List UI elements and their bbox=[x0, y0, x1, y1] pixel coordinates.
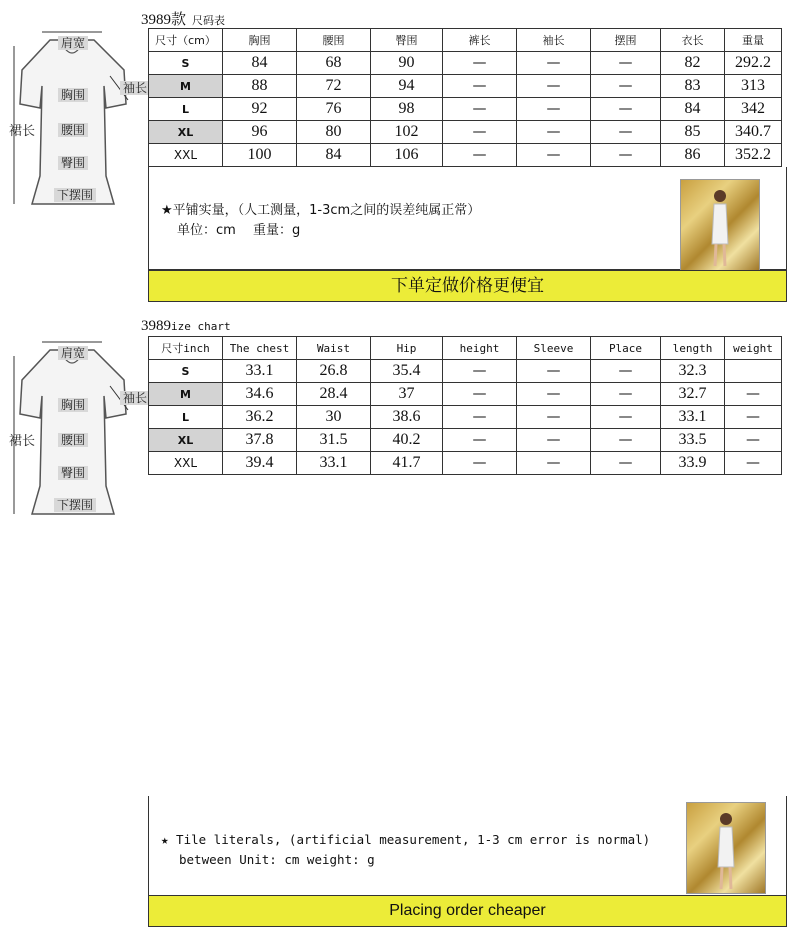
table-cell: 85 bbox=[661, 121, 725, 144]
size-cell: XL bbox=[149, 121, 223, 144]
table-cell: 88 bbox=[223, 75, 297, 98]
hip-label: 臀围 bbox=[58, 466, 88, 480]
table-cell: 84 bbox=[661, 98, 725, 121]
size-cell: M bbox=[149, 383, 223, 406]
size-table bbox=[148, 28, 782, 167]
table-cell: 313 bbox=[725, 75, 782, 98]
size-cell: XXL bbox=[149, 144, 223, 167]
size-cell: XL bbox=[149, 429, 223, 452]
size-cell: L bbox=[149, 406, 223, 429]
size-cell: S bbox=[149, 360, 223, 383]
table-cell: — bbox=[591, 452, 661, 475]
product-photo bbox=[680, 179, 760, 271]
header-cell: 腰围 bbox=[297, 29, 371, 52]
table-header-row bbox=[149, 337, 782, 360]
table-cell: 31.5 bbox=[297, 429, 371, 452]
table-row bbox=[149, 98, 782, 121]
table-cell: — bbox=[443, 121, 517, 144]
table-cell: 340.7 bbox=[725, 121, 782, 144]
table-cell: 76 bbox=[297, 98, 371, 121]
table-header-row bbox=[149, 29, 782, 52]
table-cell: — bbox=[725, 406, 782, 429]
sleeve-label: 袖长 bbox=[120, 391, 150, 405]
header-cell: Sleeve bbox=[517, 337, 591, 360]
table-cell: 98 bbox=[371, 98, 443, 121]
table-cell: 342 bbox=[725, 98, 782, 121]
shoulder-label: 肩宽 bbox=[58, 346, 88, 360]
table-cell: — bbox=[443, 360, 517, 383]
table-cell: 38.6 bbox=[371, 406, 443, 429]
table-cell: 32.3 bbox=[661, 360, 725, 383]
garment-diagram bbox=[2, 336, 148, 546]
unit-note: between Unit: cm weight: g bbox=[179, 852, 375, 867]
table-cell: 292.2 bbox=[725, 52, 782, 75]
size-cell: L bbox=[149, 98, 223, 121]
header-cell: 胸围 bbox=[223, 29, 297, 52]
table-cell: 106 bbox=[371, 144, 443, 167]
order-banner: Placing order cheaper bbox=[148, 895, 787, 927]
table-cell: — bbox=[517, 98, 591, 121]
table-cell: 80 bbox=[297, 121, 371, 144]
table-cell: 96 bbox=[223, 121, 297, 144]
header-cell: 重量 bbox=[725, 29, 782, 52]
table-cell: 84 bbox=[223, 52, 297, 75]
table-cell: 40.2 bbox=[371, 429, 443, 452]
table-row bbox=[149, 452, 782, 475]
table-cell: — bbox=[517, 360, 591, 383]
table-cell: 32.7 bbox=[661, 383, 725, 406]
chart-title: ize chart bbox=[171, 320, 231, 333]
table-cell: — bbox=[443, 452, 517, 475]
size-cell: S bbox=[149, 52, 223, 75]
model-number: 3989 bbox=[141, 318, 171, 334]
table-cell: 30 bbox=[297, 406, 371, 429]
table-cell: 33.1 bbox=[223, 360, 297, 383]
length-label: 裙长 bbox=[9, 433, 36, 448]
table-cell: — bbox=[591, 406, 661, 429]
model-number: 3989款 bbox=[141, 12, 187, 28]
measurement-note: ★平铺实量，（人工测量，1-3cm之间的误差纯属正常） bbox=[161, 203, 481, 218]
header-cell: The chest bbox=[223, 337, 297, 360]
garment-diagram bbox=[2, 26, 148, 236]
table-cell: — bbox=[443, 383, 517, 406]
header-cell: Place bbox=[591, 337, 661, 360]
table-cell: — bbox=[591, 75, 661, 98]
sleeve-label: 袖长 bbox=[120, 81, 150, 95]
note-box bbox=[148, 796, 787, 897]
table-row bbox=[149, 429, 782, 452]
table-cell: 33.9 bbox=[661, 452, 725, 475]
unit-note: 单位：cm 重量：g bbox=[177, 223, 301, 238]
header-cell: 裤长 bbox=[443, 29, 517, 52]
table-cell: — bbox=[725, 429, 782, 452]
chest-label: 胸围 bbox=[58, 398, 88, 412]
table-row bbox=[149, 121, 782, 144]
header-cell: 衣长 bbox=[661, 29, 725, 52]
table-cell: — bbox=[443, 75, 517, 98]
table-cell: 352.2 bbox=[725, 144, 782, 167]
table-cell: 37.8 bbox=[223, 429, 297, 452]
size-cell: M bbox=[149, 75, 223, 98]
table-cell: 102 bbox=[371, 121, 443, 144]
order-banner: 下单定做价格更便宜 bbox=[148, 270, 787, 302]
waist-label: 腰围 bbox=[58, 433, 88, 447]
table-cell: — bbox=[725, 452, 782, 475]
model-figure-icon bbox=[715, 811, 737, 891]
table-cell: 35.4 bbox=[371, 360, 443, 383]
table-cell: 26.8 bbox=[297, 360, 371, 383]
size-cell: XXL bbox=[149, 452, 223, 475]
table-cell: 34.6 bbox=[223, 383, 297, 406]
table-cell: 86 bbox=[661, 144, 725, 167]
table-cell: 33.5 bbox=[661, 429, 725, 452]
table-cell: — bbox=[443, 98, 517, 121]
table-cell: — bbox=[443, 52, 517, 75]
table-cell: 28.4 bbox=[297, 383, 371, 406]
table-cell: — bbox=[517, 452, 591, 475]
table-cell: 84 bbox=[297, 144, 371, 167]
header-cell: 尺寸（cm） bbox=[149, 29, 223, 52]
table-cell: — bbox=[517, 144, 591, 167]
product-photo bbox=[686, 802, 766, 894]
chart-heading bbox=[141, 8, 225, 29]
english-size-chart bbox=[0, 312, 800, 919]
hem-label: 下摆围 bbox=[54, 188, 96, 202]
table-cell: 94 bbox=[371, 75, 443, 98]
hip-label: 臀围 bbox=[58, 156, 88, 170]
chart-title: 尺码表 bbox=[192, 14, 226, 27]
table-cell: — bbox=[591, 360, 661, 383]
table-cell: 36.2 bbox=[223, 406, 297, 429]
table-row bbox=[149, 383, 782, 406]
table-cell: — bbox=[517, 406, 591, 429]
measurement-note: ★ Tile literals, (artificial measurement, 1-3 cm error is normal) bbox=[161, 832, 651, 847]
table-row bbox=[149, 144, 782, 167]
header-cell: height bbox=[443, 337, 517, 360]
chest-label: 胸围 bbox=[58, 88, 88, 102]
table-cell: — bbox=[443, 406, 517, 429]
header-cell: 摆围 bbox=[591, 29, 661, 52]
table-cell: 68 bbox=[297, 52, 371, 75]
table-cell: — bbox=[443, 144, 517, 167]
table-cell: 33.1 bbox=[297, 452, 371, 475]
header-cell: 尺寸inch bbox=[149, 337, 223, 360]
table-cell: 92 bbox=[223, 98, 297, 121]
table-cell: — bbox=[591, 98, 661, 121]
table-cell: 83 bbox=[661, 75, 725, 98]
model-figure-icon bbox=[709, 188, 731, 268]
table-cell: 100 bbox=[223, 144, 297, 167]
table-cell: 39.4 bbox=[223, 452, 297, 475]
table-cell bbox=[725, 360, 782, 383]
table-cell: — bbox=[591, 429, 661, 452]
table-cell: 41.7 bbox=[371, 452, 443, 475]
header-cell: weight bbox=[725, 337, 782, 360]
header-cell: Waist bbox=[297, 337, 371, 360]
table-cell: 33.1 bbox=[661, 406, 725, 429]
table-cell: — bbox=[443, 429, 517, 452]
shoulder-label: 肩宽 bbox=[58, 36, 88, 50]
note-box bbox=[148, 167, 787, 270]
table-cell: — bbox=[517, 75, 591, 98]
header-cell: 袖长 bbox=[517, 29, 591, 52]
table-cell: 82 bbox=[661, 52, 725, 75]
table-row bbox=[149, 52, 782, 75]
size-table bbox=[148, 336, 782, 475]
table-cell: — bbox=[517, 383, 591, 406]
table-cell: 72 bbox=[297, 75, 371, 98]
chinese-size-chart bbox=[0, 0, 800, 305]
header-cell: Hip bbox=[371, 337, 443, 360]
table-cell: 90 bbox=[371, 52, 443, 75]
chart-heading bbox=[141, 318, 231, 335]
header-cell: 臀围 bbox=[371, 29, 443, 52]
table-row bbox=[149, 406, 782, 429]
table-cell: — bbox=[591, 121, 661, 144]
table-cell: — bbox=[591, 52, 661, 75]
table-cell: — bbox=[517, 52, 591, 75]
table-cell: 37 bbox=[371, 383, 443, 406]
waist-label: 腰围 bbox=[58, 123, 88, 137]
table-row bbox=[149, 360, 782, 383]
table-row bbox=[149, 75, 782, 98]
table-cell: — bbox=[591, 144, 661, 167]
header-cell: length bbox=[661, 337, 725, 360]
hem-label: 下摆围 bbox=[54, 498, 96, 512]
table-cell: — bbox=[591, 383, 661, 406]
length-label: 裙长 bbox=[9, 123, 36, 138]
table-cell: — bbox=[517, 121, 591, 144]
table-cell: — bbox=[725, 383, 782, 406]
table-cell: — bbox=[517, 429, 591, 452]
